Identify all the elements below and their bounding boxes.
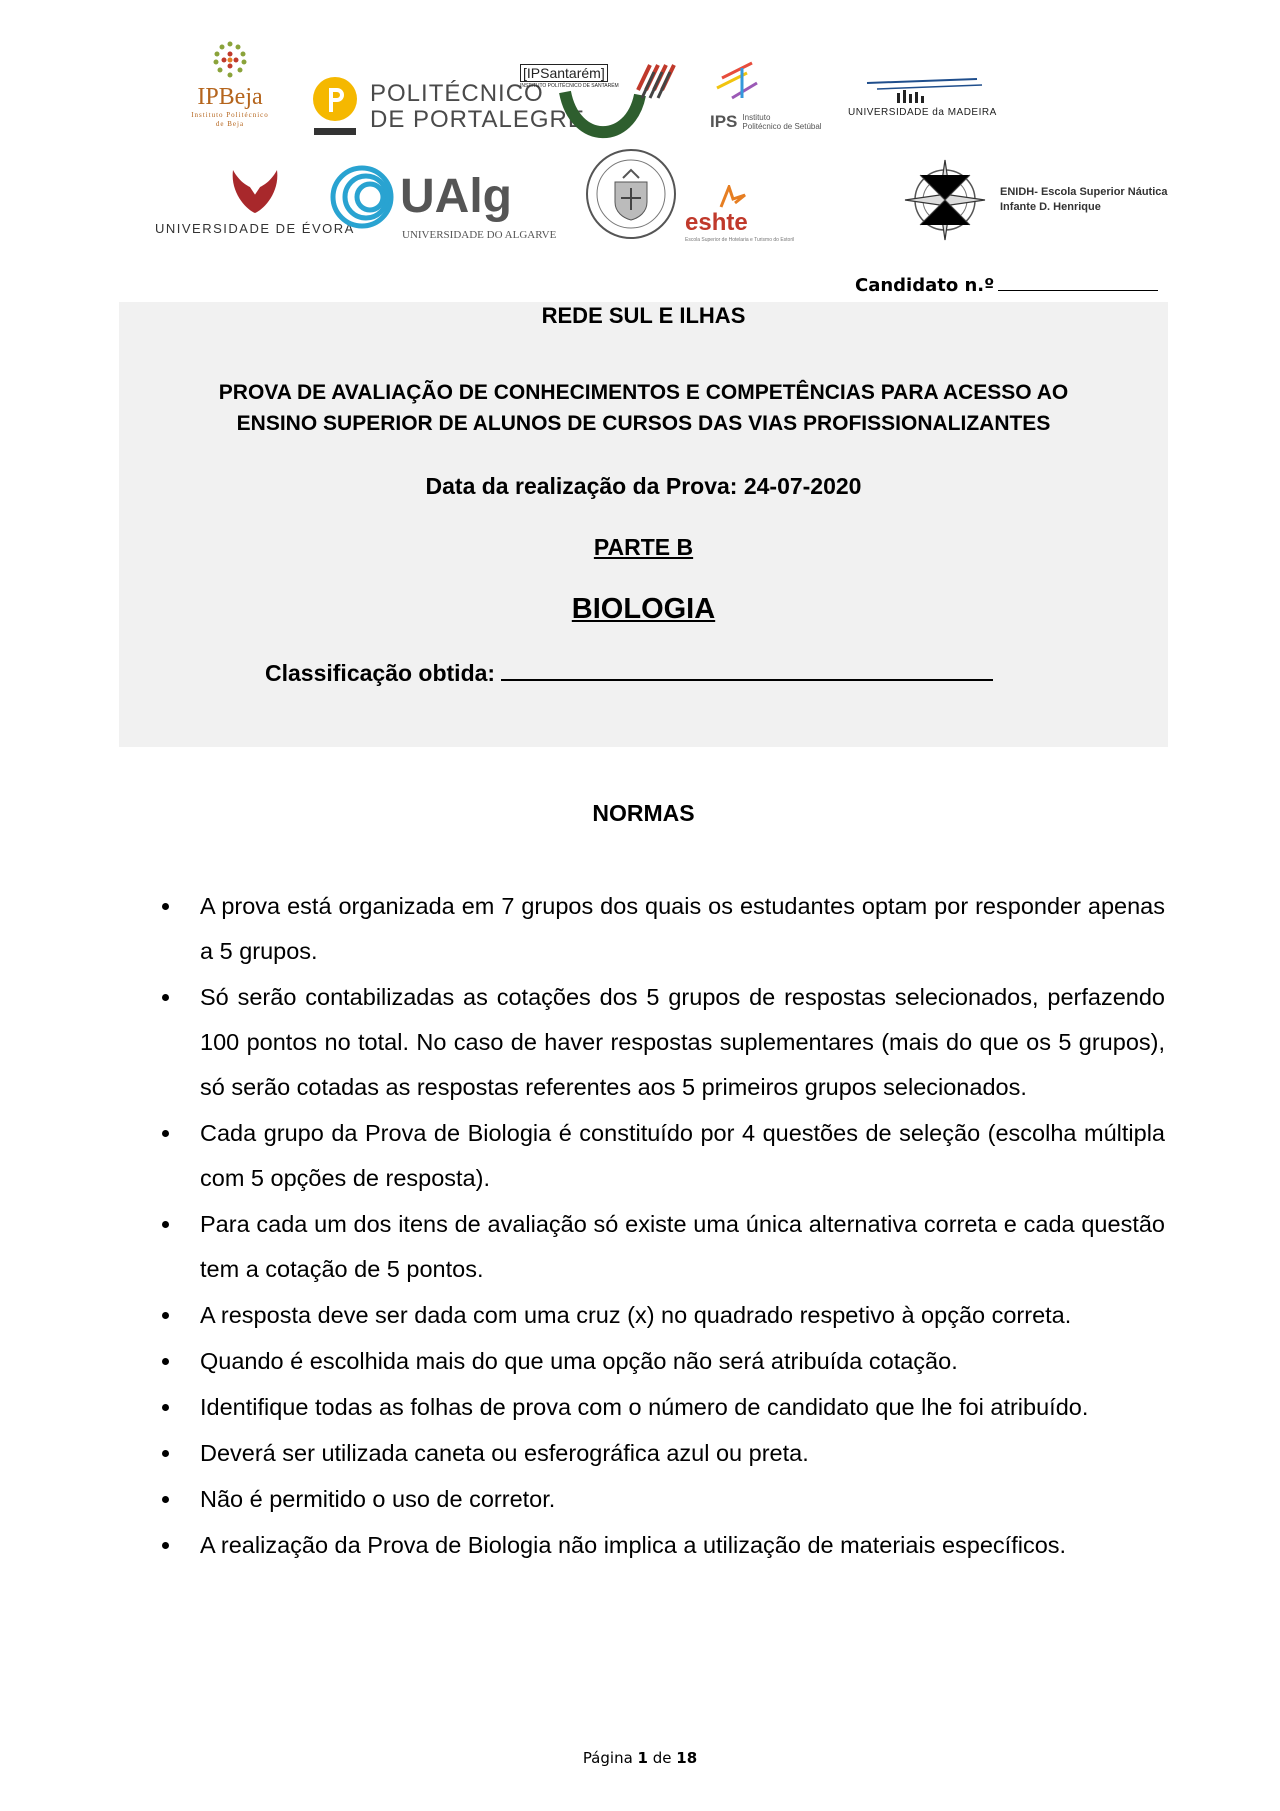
rule-item: Só serão contabilizadas as cotações dos 5 grupos de respostas selecionados, perfazendo 100 pontos no total. No caso de haver respostas suplementares (mais do que os 5 grupos), só serão cotadas as respostas referentes aos 5 primeiros grupos selecionados. — [160, 975, 1165, 1110]
eshte-name: eshte — [685, 209, 748, 236]
exam-date: Data da realização da Prova: 24-07-2020 — [425, 473, 862, 499]
santarem-subtitle: INSTITUTO POLITÉCNICO DE SANTARÉM — [520, 83, 619, 89]
rule-item: Quando é escolhida mais do que uma opção não será atribuída cotação. — [160, 1339, 1165, 1384]
exam-part: PARTE B — [593, 534, 694, 560]
ips-abbr: IPS — [710, 112, 738, 131]
santarem-logo — [520, 50, 690, 145]
grade-label: Classificação obtida: — [265, 660, 496, 686]
grade-blank[interactable] — [501, 661, 993, 681]
portalegre-p-icon — [312, 76, 358, 138]
enidh-logo — [900, 155, 1168, 245]
ipbeja-logo — [165, 40, 295, 140]
evora-name: UNIVERSIDADE DE ÉVORA — [155, 221, 355, 236]
ualg-subtitle: UNIVERSIDADE DO ALGARVE — [402, 229, 557, 241]
evora-logo — [155, 165, 355, 236]
page-separator: de — [652, 1749, 672, 1767]
santarem-swoosh-icon — [520, 50, 690, 145]
page-label: Página — [582, 1749, 633, 1767]
ualg-name: UAlg — [400, 170, 512, 223]
santarem-name: [IPSantarém] — [520, 64, 608, 82]
ipbeja-subtitle: Instituto Politécnico de Beja — [191, 111, 269, 128]
madeira-name: UNIVERSIDADE da MADEIRA — [848, 107, 997, 118]
enidh-name: ENIDH- Escola Superior Náutica Infante D. Henrique — [1000, 186, 1168, 213]
candidate-number-field[interactable] — [855, 274, 1158, 296]
network-title: REDE SUL E ILHAS — [541, 303, 746, 328]
rule-item: A resposta deve ser dada com uma cruz (x) no quadrado respetivo à opção correta. — [160, 1293, 1165, 1338]
rule-item: A prova está organizada em 7 grupos dos quais os estudantes optam por responder apenas a 5 grupos. — [160, 884, 1165, 974]
ualg-logo — [330, 165, 557, 241]
candidate-number-label: Candidato n.º — [855, 275, 995, 296]
candidate-number-blank[interactable] — [998, 274, 1158, 291]
rules-title: NORMAS — [592, 800, 695, 826]
rule-item: A realização da Prova de Biologia não implica a utilização de materiais específicos. — [160, 1523, 1165, 1568]
eshte-star-icon — [709, 185, 749, 209]
page-total: 18 — [676, 1749, 698, 1767]
rules-list — [160, 884, 1165, 1569]
enidh-compass-icon — [900, 155, 990, 245]
ipbeja-dots-icon — [210, 40, 250, 80]
ualg-rings-icon — [330, 165, 394, 229]
ips-full-name: Instituto Politécnico de Setúbal — [742, 113, 822, 131]
page-footer — [0, 1749, 1280, 1767]
page-current: 1 — [637, 1749, 648, 1767]
grade-field[interactable] — [265, 660, 993, 687]
ips-logo — [710, 60, 822, 132]
portalegre-name: POLITÉCNICO DE PORTALEGRE — [370, 80, 585, 133]
university-seal-logo — [585, 148, 677, 240]
evora-bird-icon — [225, 165, 285, 215]
university-seal-icon — [585, 148, 677, 240]
eshte-subtitle: Escola Superior de Hotelaria e Turismo do Estoril — [685, 237, 795, 243]
rule-item: Deverá ser utilizada caneta ou esferográfica azul ou preta. — [160, 1431, 1165, 1476]
ipbeja-name: IPBeja — [197, 84, 263, 110]
exam-subject: BIOLOGIA — [571, 593, 716, 625]
exam-title: PROVA DE AVALIAÇÃO DE CONHECIMENTOS E COMPETÊNCIAS PARA ACESSO AO ENSINO SUPERIOR DE ALUNOS DE CURSOS DAS VIAS PROFISSIONALIZANTES — [218, 381, 1069, 435]
madeira-logo — [848, 75, 997, 118]
rule-item: Não é permitido o uso de corretor. — [160, 1477, 1165, 1522]
ips-arrows-icon — [712, 58, 762, 108]
rule-item: Para cada um dos itens de avaliação só existe uma única alternativa correta e cada questão tem a cotação de 5 pontos. — [160, 1202, 1165, 1292]
rule-item: Cada grupo da Prova de Biologia é constituído por 4 questões de seleção (escolha múltipla com 5 opções de resposta). — [160, 1111, 1165, 1201]
madeira-skyline-icon — [857, 75, 987, 105]
eshte-logo — [685, 185, 794, 243]
rule-item: Identifique todas as folhas de prova com o número de candidato que lhe foi atribuído. — [160, 1385, 1165, 1430]
